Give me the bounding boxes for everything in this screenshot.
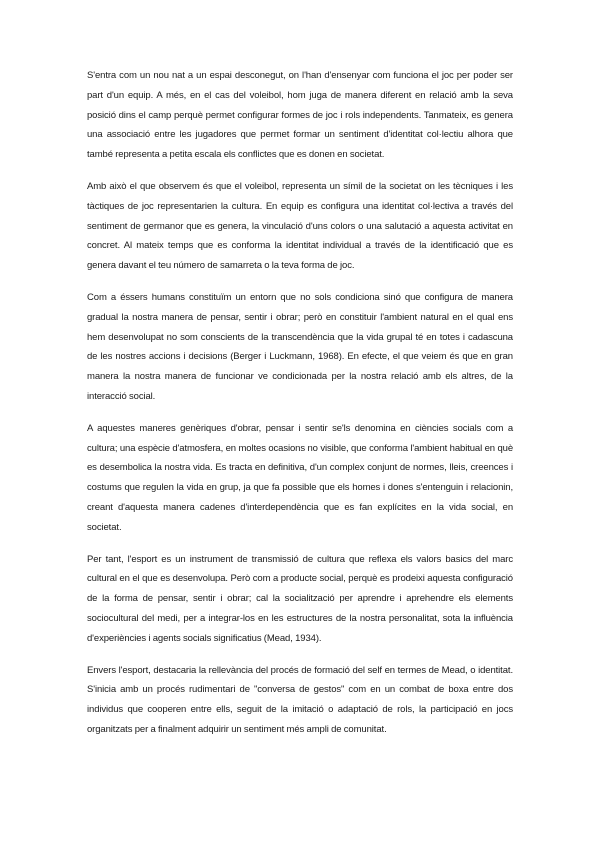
paragraph-4: A aquestes maneres genèriques d'obrar, pensar i sentir se'ls denomina en ciències socials com a cultura; una espècie d'atmosfera, en moltes ocasions no visible, que conforma l'ambient habitual en què es desembolica la nostra vida. Es tracta en definitiva, d'un complex conjunt de normes, lleis, creences i costums que regulen la vida en grup, ja que fa possible que els homes i dones s'entenguin i relacionin, creant d'aquesta manera cadenes d'interdependència que es fan explícites en la vida social, en societat. [87, 422, 513, 533]
paragraph-2: Amb això el que observem és que el voleibol, representa un símil de la societat on les tècniques i les tàctiques de joc representarien la cultura. En equip es configura una identitat col·lectiva a través del sentiment de germanor que es genera, la vinculació d'uns colors o una salutació a aquesta activitat en concret. Al mateix temps que es conforma la identitat individual a través de la identificació que es genera davant el teu número de samarreta o la teva forma de joc. [87, 180, 513, 272]
paragraph-5: Per tant, l'esport es un instrument de transmissió de cultura que reflexa els valors basics del marc cultural en el que es desenvolupa. Però com a producte social, perquè es prodeixi aquesta configuració de la forma de pensar, sentir i obrar; cal la socialització per aprendre i aprehendre els elements sociocultural del medi, per a integrar-los en les estructures de la nostra personalitat, sota la influència d'experiències i agents socials significatius (Mead, 1934). [87, 553, 513, 644]
paragraph-6: Envers l'esport, destacaria la rellevància del procés de formació del self en termes de Mead, o identitat. S'inicia amb un procés rudimentari de "conversa de gestos" com en un combat de boxa entre dos individus que cooperen entre ells, seguit de la imitació o adaptació de rols, la participació en jocs organitzats per a finalment adquirir un sentiment més ampli de comunitat. [87, 664, 513, 735]
paragraph-1: S'entra com un nou nat a un espai desconegut, on l'han d'ensenyar com funciona el joc per poder ser part d'un equip. A més, en el cas del voleibol, hom juga de manera diferent en relació amb la seva posició dins el camp perquè permet configurar formes de joc i rols independents. Tanmateix, es genera una associació entre les jugadores que permet formar un sentiment d'identitat col·lectiu alhora que també representa a petita escala els conflictes que es donen en societat. [87, 70, 513, 161]
paragraph-3: Com a éssers humans constituïm un entorn que no sols condiciona sinó que configura de manera gradual la nostra manera de pensar, sentir i obrar; però en constituir l'ambient natural en el qual ens hem desenvolupat no som conscients de la transcendència que la vida grupal té en totes i cadascuna de les nostres accions i decisions (Berger i Luckmann, 1968). En efecte, el que veiem és que en gran manera la nostra manera de funcionar ve condicionada per la nostra relació amb els altres, de la interacció social. [87, 291, 513, 402]
